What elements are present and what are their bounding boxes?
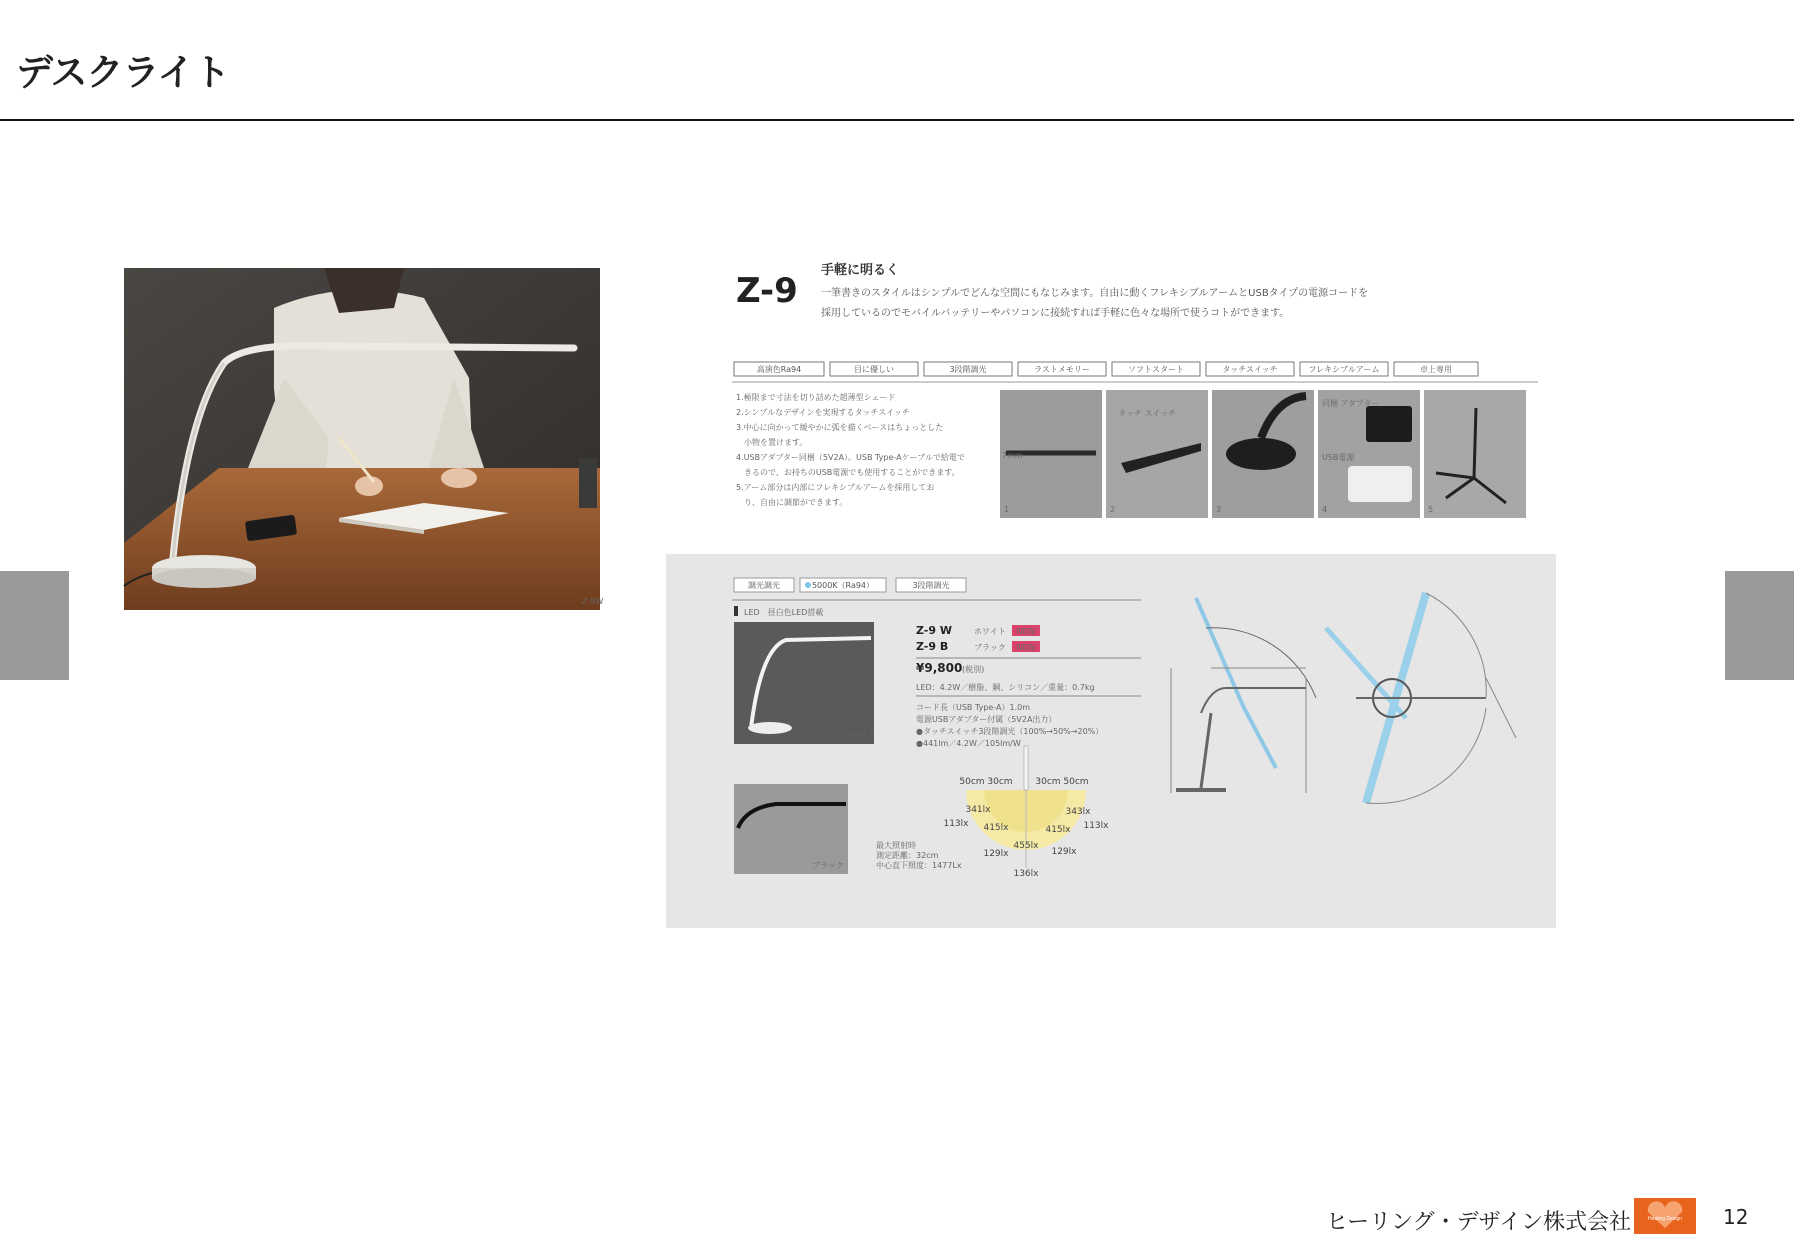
feature-tag [734,362,824,376]
illuminance-value: 129lx [983,849,1009,859]
illuminance-value: 129lx [1051,847,1077,857]
detail-number: 1 [1004,505,1010,514]
spec-tag [734,578,794,592]
spec-tag-label: 5000K（Ra94） [811,581,875,590]
feature-tag-label: 卓上専用 [1420,365,1452,374]
feature-tags [734,362,1478,376]
logo-text: Healing Design [1648,1216,1682,1222]
feature-tag [1394,362,1478,376]
company-logo [1634,1198,1696,1234]
distance-label: 30cm [1035,777,1061,787]
illuminance-value: 113lx [943,819,969,829]
spec-note: 電源USBアダプター付属（5V2A出力） [916,715,1057,724]
touch-switch-label: タッチ スイッチ [1118,409,1177,418]
spec-tag [800,578,886,592]
feature-item: 5.アーム部分は内部にフレキシブルアームを採用してお [736,483,935,492]
led-label: LED 昼白色LED搭載 [744,608,824,617]
product-catalog-panel [666,248,1556,928]
description-line-2: 採用しているのでモバイルバッテリーやパソコンに接続すれば手軽に色々な場所で使うコトができます。 [821,308,1290,319]
spec-line: LED：4.2W／樹脂、鋼、シリコン／重量：0.7kg [916,683,1095,692]
feature-tag-label: ソフトスタート [1128,365,1184,374]
variant-code: Z-9 B [916,640,949,653]
feature-tag [1300,362,1388,376]
detail-number: 2 [1110,505,1116,514]
feature-item: 1.極限まで寸法を切り詰めた超薄型シェード [736,393,896,402]
page-number: 12 [1723,1205,1749,1229]
new-badge: NEW [1016,643,1036,652]
feature-tag-label: 3段階調光 [949,365,987,374]
slide-title: デスクライト [16,51,230,94]
distance-label: 50cm [1063,777,1089,787]
photo-caption: Z-9W [582,597,604,606]
product-headline: 手軽に明るく [821,263,900,278]
illuminance-note-line: 中心直下照度：1477Lx [876,861,962,870]
feature-tag [924,362,1012,376]
title-divider [0,119,1794,121]
feature-tag-label: 目に優しい [854,365,894,374]
feature-tag-label: タッチスイッチ [1222,365,1278,374]
feature-tag [1112,362,1200,376]
illuminance-value: 415lx [1045,825,1071,835]
feature-item: 4.USBアダプター同梱（5V2A）。USB Type-Aケーブルで給電で [736,453,965,462]
model-name: Z-9 [736,271,798,311]
next-slide-button[interactable] [1725,571,1794,680]
spec-tags [734,578,966,592]
detail-number: 3 [1216,505,1222,514]
feature-item: り、自由に調節ができます。 [736,498,848,507]
black-photo-label: ブラック [812,861,844,870]
price-note: (税別) [962,665,985,674]
distance-label: 30cm [987,777,1013,787]
feature-tag-label: フレキシブルアーム [1308,365,1380,374]
previous-slide-button[interactable] [0,571,69,680]
spec-note: ●タッチスイッチ3段階調光（100%→50%→20%） [916,727,1104,736]
illuminance-value: 415lx [983,823,1009,833]
usb-power-label: USB電源 [1322,453,1355,462]
feature-item: きるので、お持ちのUSB電源でも使用することができます。 [736,468,960,477]
spec-tag-label: 調光調光 [748,581,780,590]
feature-tag [1018,362,1106,376]
variant-color: ブラック [974,643,1006,652]
illuminance-value: 113lx [1083,821,1109,831]
detail-number: 5 [1428,505,1434,514]
price: ¥9,800 [916,661,963,675]
spec-note: コード長（USB Type-A）1.0m [916,703,1031,712]
new-badge: NEW [1016,627,1036,636]
feature-item: 3.中心に向かって緩やかに弧を描くベースはちょっとした [736,423,944,432]
feature-item: 小物を置けます。 [736,438,808,447]
illuminance-note-line: 最大照射時 [876,841,916,850]
company-name: ヒーリング・デザイン株式会社 [1326,1210,1632,1235]
lamp-lifestyle-photo [124,268,604,610]
illuminance-value: 136lx [1013,869,1039,879]
feature-item: 2.シンプルなデザインを実現するタッチスイッチ [736,408,910,417]
heart-logo-icon [1634,1198,1696,1234]
feature-tag [1206,362,1294,376]
feature-tag [830,362,918,376]
spec-note: ●441lm／4.2W／105lm/W [916,739,1021,748]
illuminance-value: 341lx [965,805,991,815]
illuminance-value: 455lx [1013,841,1039,851]
spec-tag-label: 3段階調光 [912,581,950,590]
white-photo-label: ホワイト [844,731,876,740]
variant-code: Z-9 W [916,624,952,637]
feature-tag-label: 高演色Ra94 [756,365,802,374]
detail-number: 4 [1322,505,1328,514]
illuminance-value: 343lx [1065,807,1091,817]
thickness-label: 7mm [1002,451,1023,460]
variant-color: ホワイト [974,627,1006,636]
adapter-label: 同梱 アダプター [1322,399,1380,408]
feature-tag-label: ラストメモリー [1034,365,1090,374]
detail-photos [1000,390,1526,518]
illuminance-note-line: 測定距離：32cm [876,851,939,860]
spec-tag [896,578,966,592]
description-line-1: 一筆書きのスタイルはシンプルでどんな空間にもなじみます。自由に動くフレキシブルアームとUSBタイプの電源コードを [821,288,1369,299]
distance-label: 50cm [959,777,985,787]
